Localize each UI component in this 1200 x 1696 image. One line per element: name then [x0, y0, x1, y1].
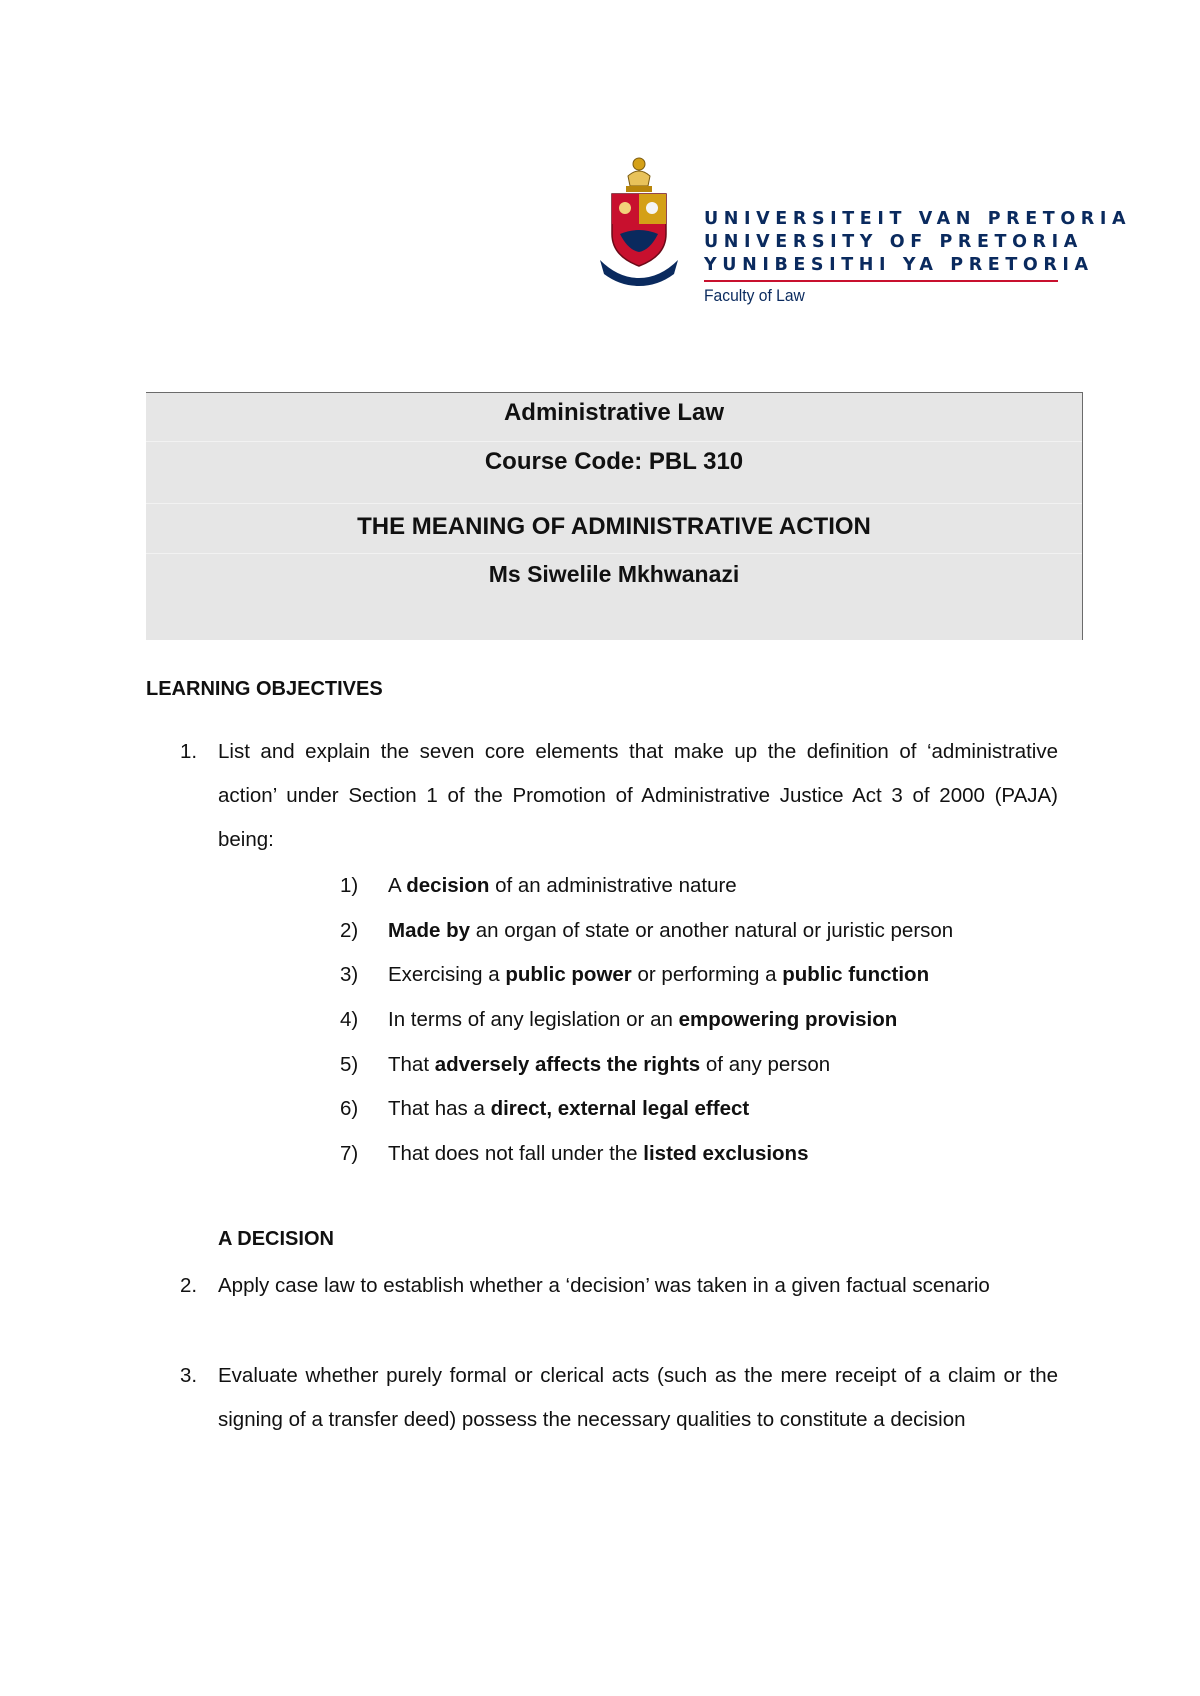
core-element-item: [340, 864, 1060, 909]
core-element-emphasis: decision: [406, 874, 490, 897]
core-element-emphasis: public function: [782, 963, 930, 987]
core-element-text: [388, 909, 953, 953]
core-element-text: [388, 953, 929, 997]
decision-heading: A DECISION: [218, 1228, 334, 1250]
core-element-text: [388, 1132, 808, 1176]
objective-item: [180, 1354, 1058, 1442]
core-element-emphasis: Made by: [388, 918, 471, 942]
university-name-english: UNIVERSITY OF PRETORIA: [704, 232, 1083, 252]
core-element-run: Exercising a: [388, 963, 506, 987]
core-element-run: That: [388, 1052, 435, 1076]
core-element-run: an organ of state or another natural or juristic person: [470, 918, 954, 942]
title-row-divider: [146, 503, 1082, 504]
core-element-item: [340, 1043, 1060, 1088]
objective-item: [180, 1264, 1058, 1308]
core-element-number: 5): [340, 1052, 359, 1076]
faculty-name: Faculty of Law: [704, 286, 805, 305]
core-element-text: [388, 1087, 749, 1131]
core-element-number: 3): [340, 963, 359, 987]
core-element-number: 1): [340, 874, 359, 897]
objective-text: List and explain the seven core elements that make up the definition of ‘administrative action’ under Section 1 of the Promotion of Administrative Justice Act 3 of 2000 (PAJA) being:: [218, 740, 1058, 851]
core-element-number: 7): [340, 1142, 359, 1166]
core-element-run: A: [388, 874, 407, 897]
university-names: [704, 208, 1132, 306]
core-element-number: 4): [340, 1008, 359, 1032]
core-element-emphasis: empowering provision: [678, 1008, 898, 1032]
core-element-number: 6): [340, 1097, 359, 1121]
core-element-text: [388, 864, 737, 908]
core-element-run: In terms of any legislation or an: [388, 1008, 679, 1032]
core-element-run: That has a: [388, 1097, 491, 1121]
core-element-run: That does not fall under the: [388, 1142, 644, 1166]
objective-text: Evaluate whether purely formal or clerical acts (such as the mere receipt of a claim or the signing of a transfer deed) possess the necessary qualities to constitute a decision: [218, 1364, 1058, 1431]
core-element-item: [340, 1132, 1060, 1177]
university-name-afrikaans: UNIVERSITEIT VAN PRETORIA: [704, 209, 1132, 229]
core-element-text: [388, 998, 897, 1042]
core-element-run: of any person: [700, 1052, 831, 1076]
core-element-run: of an administrative nature: [489, 874, 737, 897]
core-element-emphasis: adversely affects the rights: [434, 1052, 701, 1076]
objective-text: Apply case law to establish whether a ‘decision’ was taken in a given factual scenario: [218, 1274, 990, 1297]
university-name-sepedi: YUNIBESITHI YA PRETORIA: [704, 255, 1094, 275]
core-element-run: or performing a: [631, 963, 783, 987]
course-title-box: [146, 392, 1083, 640]
core-element-emphasis: public power: [505, 963, 632, 987]
core-element-item: [340, 1087, 1060, 1132]
objective-number: 3.: [180, 1364, 198, 1387]
core-element-text: [388, 1043, 830, 1087]
core-element-number: 2): [340, 918, 359, 942]
core-element-item: [340, 998, 1060, 1043]
topic-title: THE MEANING OF ADMINISTRATIVE ACTION: [357, 513, 871, 540]
core-element-item: [340, 953, 1060, 998]
university-crest-icon: [598, 156, 680, 286]
lecturer-name: Ms Siwelile Mkhwanazi: [488, 561, 740, 587]
title-row-divider: [146, 553, 1082, 554]
objective-number: 1.: [180, 740, 198, 763]
core-element-item: [340, 909, 1060, 954]
objective-item: [180, 730, 1058, 862]
core-element-emphasis: direct, external legal effect: [490, 1097, 750, 1121]
subject-title: Administrative Law: [503, 399, 725, 426]
learning-objectives-heading: LEARNING OBJECTIVES: [146, 678, 383, 700]
core-elements-list: [340, 864, 1060, 1177]
university-header: [598, 156, 1132, 306]
course-code: Course Code: PBL 310: [484, 448, 744, 475]
core-element-emphasis: listed exclusions: [643, 1142, 809, 1166]
objective-number: 2.: [180, 1274, 198, 1297]
title-row-divider: [146, 441, 1082, 442]
header-divider: [704, 280, 1058, 282]
